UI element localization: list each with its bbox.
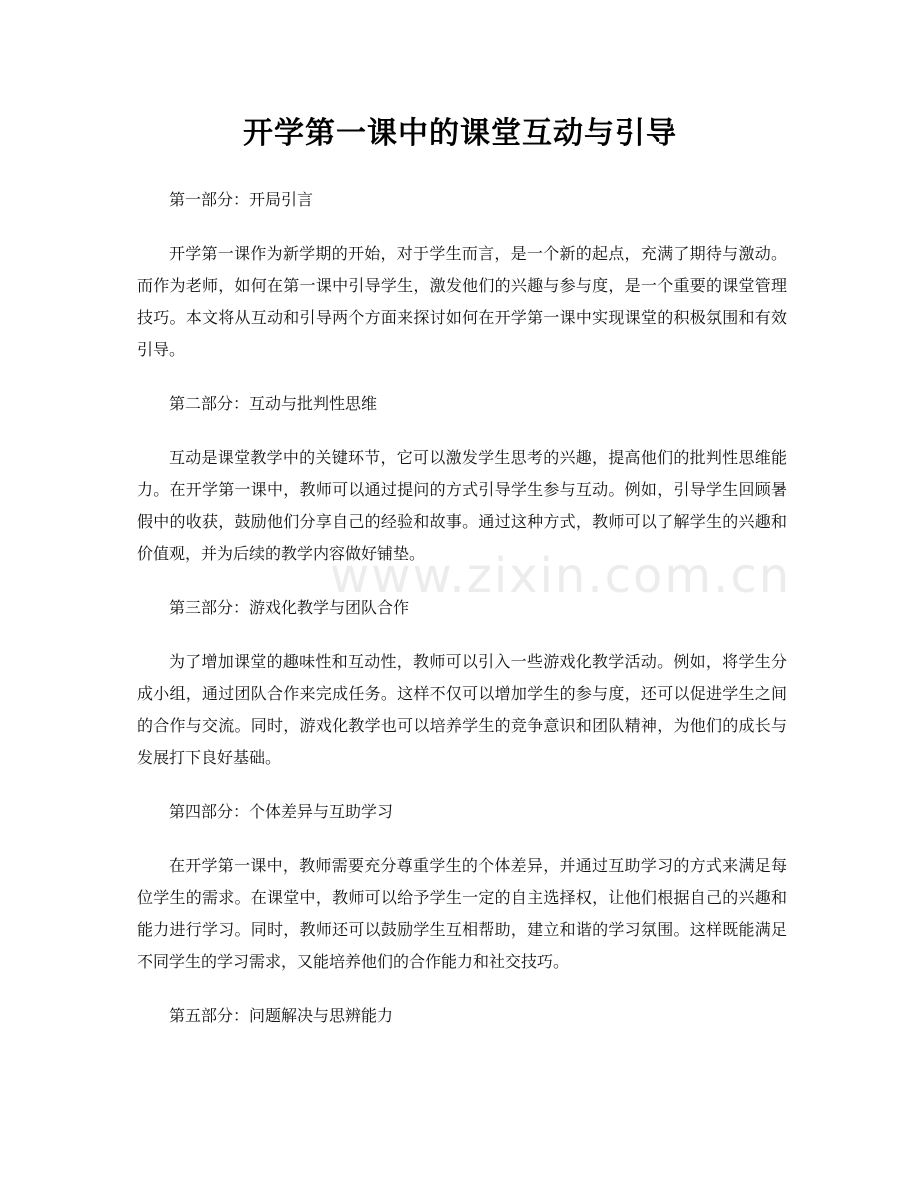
- section-paragraph-2: 互动是课堂教学中的关键环节，它可以激发学生思考的兴趣，提高他们的批判性思维能力。在开学第一课中，教师可以通过提问的方式引导学生参与互动。例如，引导学生回顾暑假中的收获，鼓励他们分享自己的经验和故事。通过这种方式，教师可以了解学生的兴趣和价值观，并为后续的教学内容做好铺垫。: [137, 448, 787, 563]
- watermark-text: www.zixin.com.cn: [330, 548, 792, 604]
- section-paragraph-3: 为了增加课堂的趣味性和互动性，教师可以引入一些游戏化教学活动。例如，将学生分成小组，通过团队合作来完成任务。这样不仅可以增加学生的参与度，还可以促进学生之间的合作与交流。同时，游戏化教学也可以培养学生的竞争意识和团队精神，为他们的成长与发展打下良好基础。: [137, 652, 787, 767]
- document-title: 开学第一课中的课堂互动与引导: [243, 116, 677, 151]
- section-paragraph-1: 开学第一课作为新学期的开始，对于学生而言，是一个新的起点，充满了期待与激动。而作为老师，如何在第一课中引导学生，激发他们的兴趣与参与度，是一个重要的课堂管理技巧。本文将从互动和引导两个方面来探讨如何在开学第一课中实现课堂的积极氛围和有效引导。: [137, 244, 787, 359]
- section-heading-4: 第四部分：个体差异与互助学习: [169, 802, 394, 821]
- section-paragraph-4: 在开学第一课中，教师需要充分尊重学生的个体差异，并通过互助学习的方式来满足每位学生的需求。在课堂中，教师可以给予学生一定的自主选择权，让他们根据自己的兴趣和能力进行学习。同时，教师还可以鼓励学生互相帮助，建立和谐的学习氛围。这样既能满足不同学生的学习需求，又能培养他们的合作能力和社交技巧。: [137, 856, 787, 971]
- section-heading-2: 第二部分：互动与批判性思维: [169, 394, 378, 413]
- section-heading-1: 第一部分：开局引言: [169, 190, 314, 209]
- section-heading-5: 第五部分：问题解决与思辨能力: [169, 1006, 394, 1025]
- document-body: [137, 184, 787, 1054]
- section-heading-3: 第三部分：游戏化教学与团队合作: [169, 598, 410, 617]
